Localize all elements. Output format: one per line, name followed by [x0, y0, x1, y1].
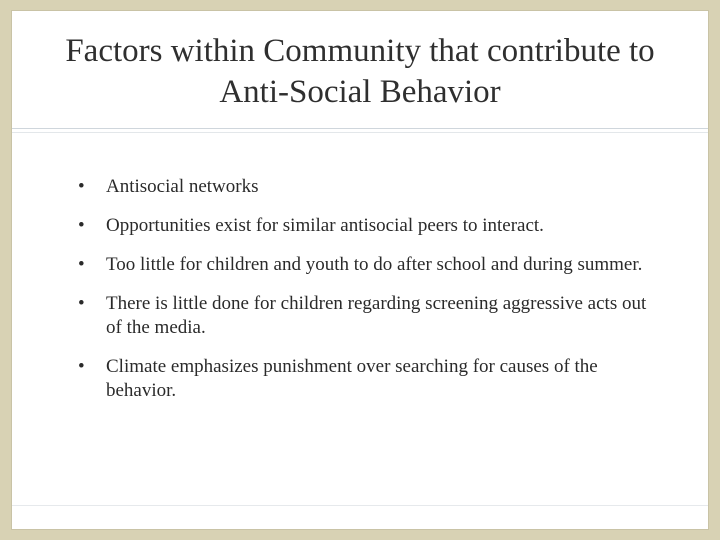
- bullet-list: [76, 175, 656, 418]
- slide: [11, 10, 709, 530]
- bullet-text: There is little done for children regarding screening aggressive acts out of the media.: [106, 293, 647, 338]
- title-area: [12, 11, 708, 129]
- bullet-item: [76, 253, 656, 277]
- footer-divider: [12, 505, 708, 506]
- title-divider: [12, 128, 708, 129]
- bullet-item: [76, 355, 656, 403]
- bullet-dot-icon: •: [78, 215, 85, 236]
- bullet-item: [76, 292, 656, 340]
- bullet-dot-icon: •: [78, 293, 85, 314]
- bullet-text: Climate emphasizes punishment over searching for causes of the behavior.: [106, 356, 598, 401]
- bullet-text: Antisocial networks: [106, 176, 259, 197]
- bullet-text: Too little for children and youth to do after school and during summer.: [106, 254, 643, 275]
- bullet-item: [76, 175, 656, 199]
- title-divider-secondary: [12, 132, 708, 133]
- bullet-dot-icon: •: [78, 176, 85, 197]
- bullet-text: Opportunities exist for similar antisocial peers to interact.: [106, 215, 544, 236]
- bullet-dot-icon: •: [78, 356, 85, 377]
- bullet-dot-icon: •: [78, 254, 85, 275]
- slide-title: Factors within Community that contribute to Anti-Social Behavior: [65, 33, 655, 110]
- bullet-item: [76, 214, 656, 238]
